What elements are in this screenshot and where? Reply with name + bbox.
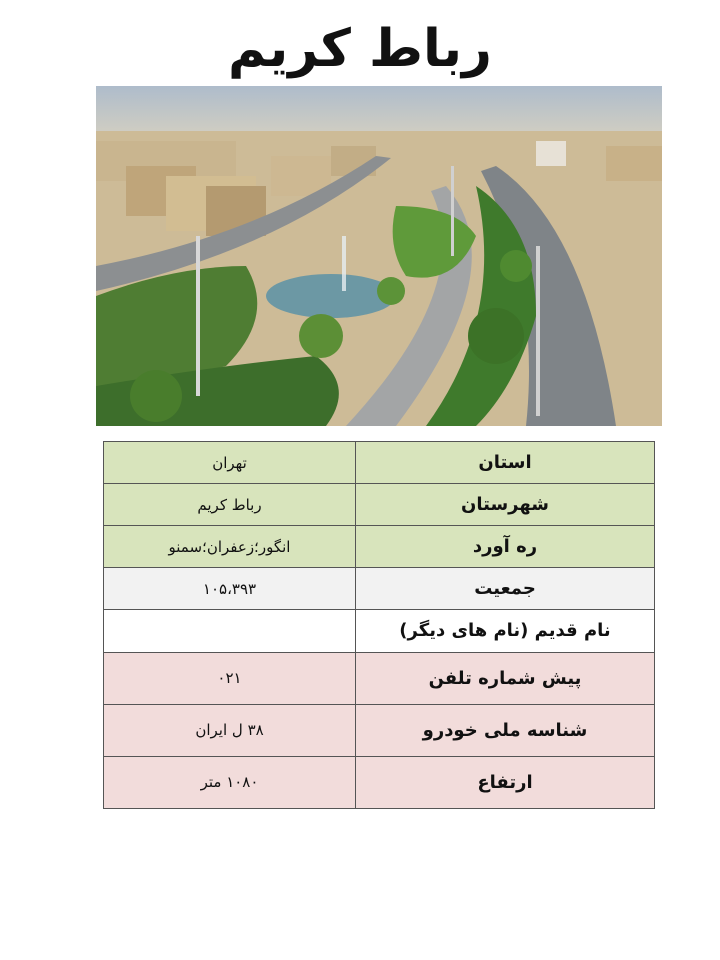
table-row [104, 568, 655, 610]
page-title: رباط کریم [228, 19, 492, 79]
info-table [103, 441, 655, 809]
province-label: استان [356, 442, 655, 484]
phone-code-label: پیش شماره تلفن [356, 652, 655, 704]
souvenir-label: ره آورد [356, 526, 655, 568]
table-row [104, 652, 655, 704]
population-label: جمعیت [356, 568, 655, 610]
plate-code-value: ۳۸ ل ایران [104, 704, 356, 756]
county-value: رباط کریم [104, 484, 356, 526]
city-park-aerial-photo [96, 86, 662, 426]
phone-code-value: ۰۲۱ [104, 652, 356, 704]
old-name-value [104, 610, 356, 652]
plate-code-label: شناسه ملی خودرو [356, 704, 655, 756]
table-row [104, 484, 655, 526]
province-value: تهران [104, 442, 356, 484]
table-row [104, 526, 655, 568]
table-row [104, 442, 655, 484]
altitude-label: ارتفاع [356, 756, 655, 808]
table-row [104, 756, 655, 808]
table-row [104, 704, 655, 756]
old-name-label: نام قدیم (نام های دیگر) [356, 610, 655, 652]
population-value: ۱۰۵،۳۹۳ [104, 568, 356, 610]
county-label: شهرستان [356, 484, 655, 526]
altitude-value: ۱۰۸۰ متر [104, 756, 356, 808]
table-row [104, 610, 655, 652]
souvenir-value: انگور؛زعفران؛سمنو [104, 526, 356, 568]
